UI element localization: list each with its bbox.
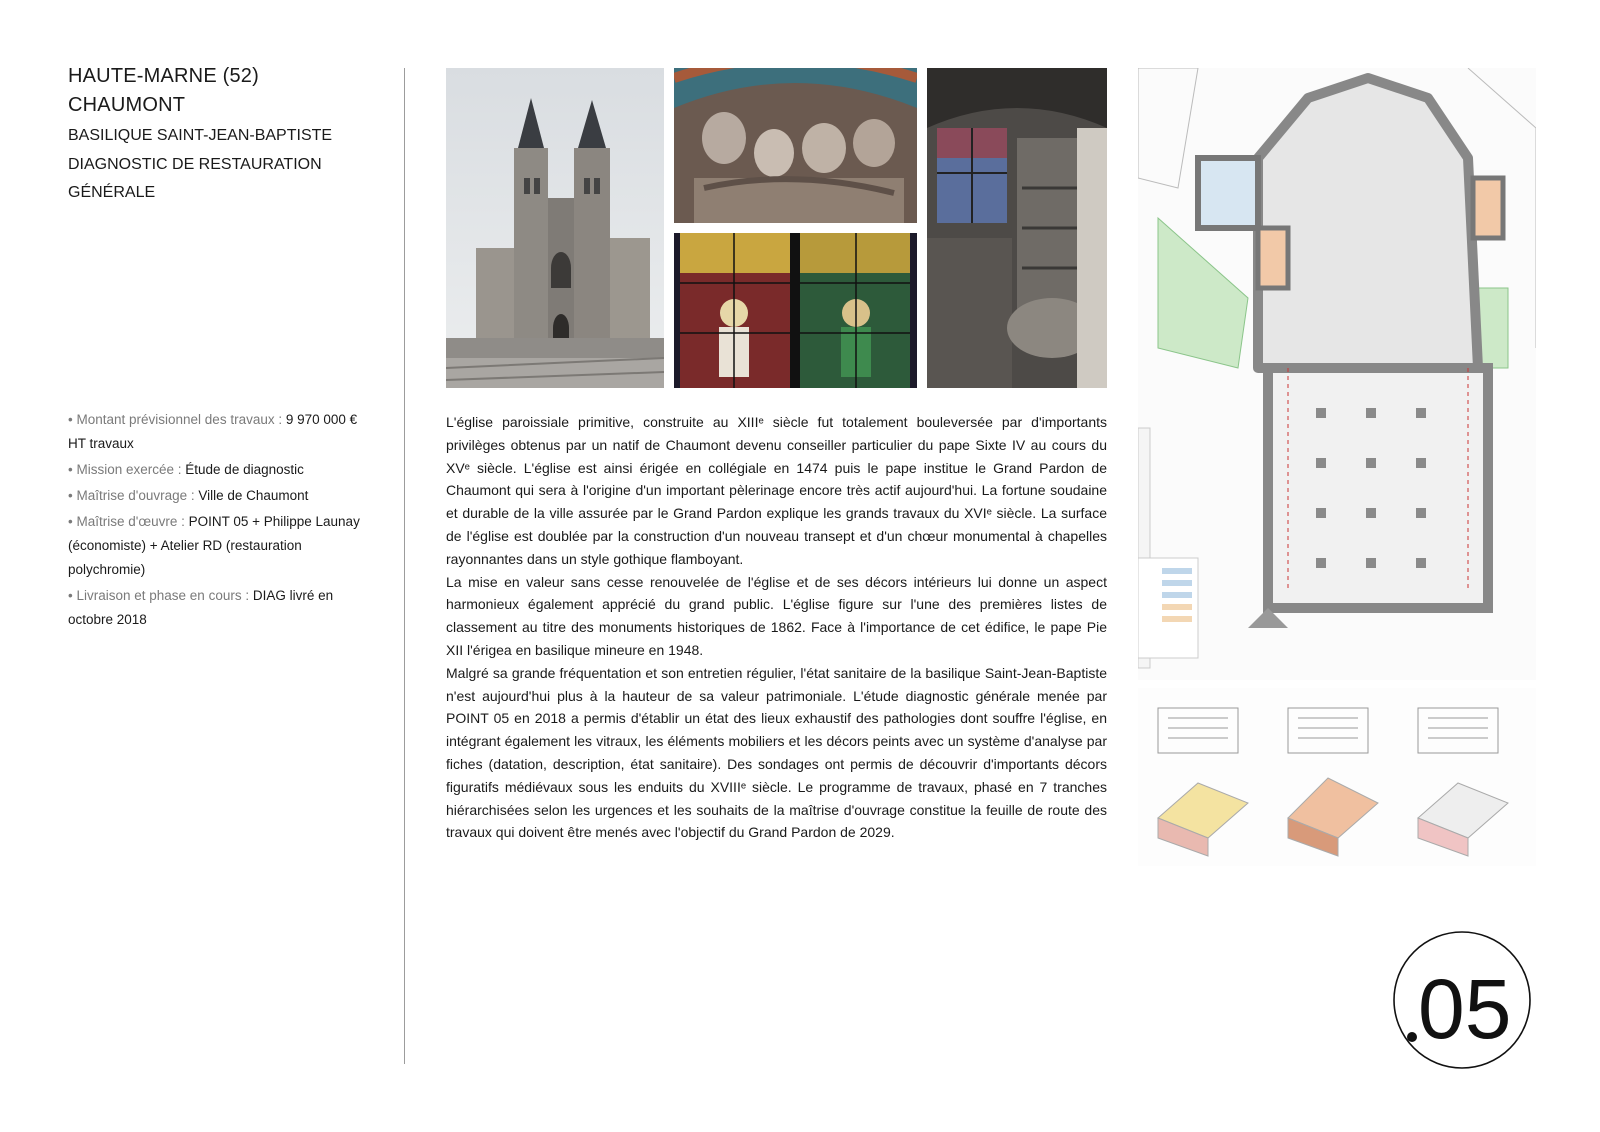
photo-facade — [446, 68, 664, 388]
project-line: BASILIQUE SAINT-JEAN-BAPTISTE — [68, 127, 333, 144]
photo-sculpture — [674, 68, 917, 223]
paragraph: L'église paroissiale primitive, construite au XIIIᵉ siècle fut totalement bouleversée par d'importants privilèges obtenus par un natif de Chaumont devenu conseiller particulier du pape Sixte IV au cours du XVᵉ siècle. L'église est ainsi érigée en collégiale en 1474 puis le pape institue le Grand Pardon de Chaumont qui sera à l'origine d'un important pèlerinage encore très actif aujourd'hui. La fortune soudaine et durable de la ville assurée par le Grand Pardon explique les grands travaux du XVIᵉ siècle. La surface de l'église est doublée par la construction d'un nouveau transept et d'un chœur monumental à chapelles rayonnantes dans un style gothique flamboyant. — [446, 414, 1107, 567]
fact-delivery: • Livraison et phase en cours : DIAG livré en octobre 2018 — [68, 588, 334, 627]
fact-budget: • Montant prévisionnel des travaux : 9 970 000 € HT travaux — [68, 412, 358, 451]
point05-logo — [1392, 930, 1532, 1070]
paragraph: La mise en valeur sans cesse renouvelée de l'église et de ses décors intérieurs lui donne un aspect harmonieux également apprécié du grand public. L'église figure sur l'une des premières listes de classement au titre des monuments historiques de 1862. Face à l'importance de cet édifice, le pape Pie XII l'érigea en basilique mineure en 1948. — [446, 573, 1107, 658]
city-title: CHAUMONT — [68, 94, 186, 116]
fact-architect: • Maîtrise d'œuvre : POINT 05 + Philippe Launay (économiste) + Atelier RD (restauration polychromie) — [68, 514, 360, 577]
floor-plan-drawing — [1138, 68, 1536, 680]
project-line: GÉNÉRALE — [68, 184, 156, 201]
project-description — [446, 411, 1107, 844]
photo-interior — [927, 68, 1107, 388]
department-title: HAUTE-MARNE (52) — [68, 65, 259, 87]
paragraph: Malgré sa grande fréquentation et son entretien régulier, l'état sanitaire de la basilique Saint-Jean-Baptiste n'est aujourd'hui plus à la hauteur de sa valeur patrimoniale. L'étude diagnostic générale menée par POINT 05 en 2018 a permis d'établir un état des lieux exhaustif des pathologies dont souffre l'église, en intégrant également les vitraux, les éléments mobiliers et les décors peints avec un système d'analyse par fiches (datation, description, état sanitaire). Des sondages ont permis de découvrir d'importants décors figuratifs médiévaux sous les enduits du XVIIIᵉ siècle. Le programme de travaux, phasé en 7 tranches hiérarchisées selon les urgences et les souhaits de la maîtrise d'ouvrage constitue la feuille de route des travaux qui doivent être menés avec l'objectif du Grand Pardon de 2029. — [446, 664, 1107, 841]
fact-mission: • Mission exercée : Étude de diagnostic — [68, 462, 304, 477]
fact-client: • Maîtrise d'ouvrage : Ville de Chaumont — [68, 488, 309, 503]
project-facts — [68, 408, 378, 634]
axonometric-sketches — [1138, 688, 1536, 866]
project-line: DIAGNOSTIC DE RESTAURATION — [68, 155, 322, 173]
logo-text: 05 — [1418, 962, 1512, 1056]
title-block — [68, 62, 378, 208]
project-title — [68, 122, 378, 208]
column-divider — [404, 68, 405, 1064]
photo-stained-glass — [674, 233, 917, 388]
